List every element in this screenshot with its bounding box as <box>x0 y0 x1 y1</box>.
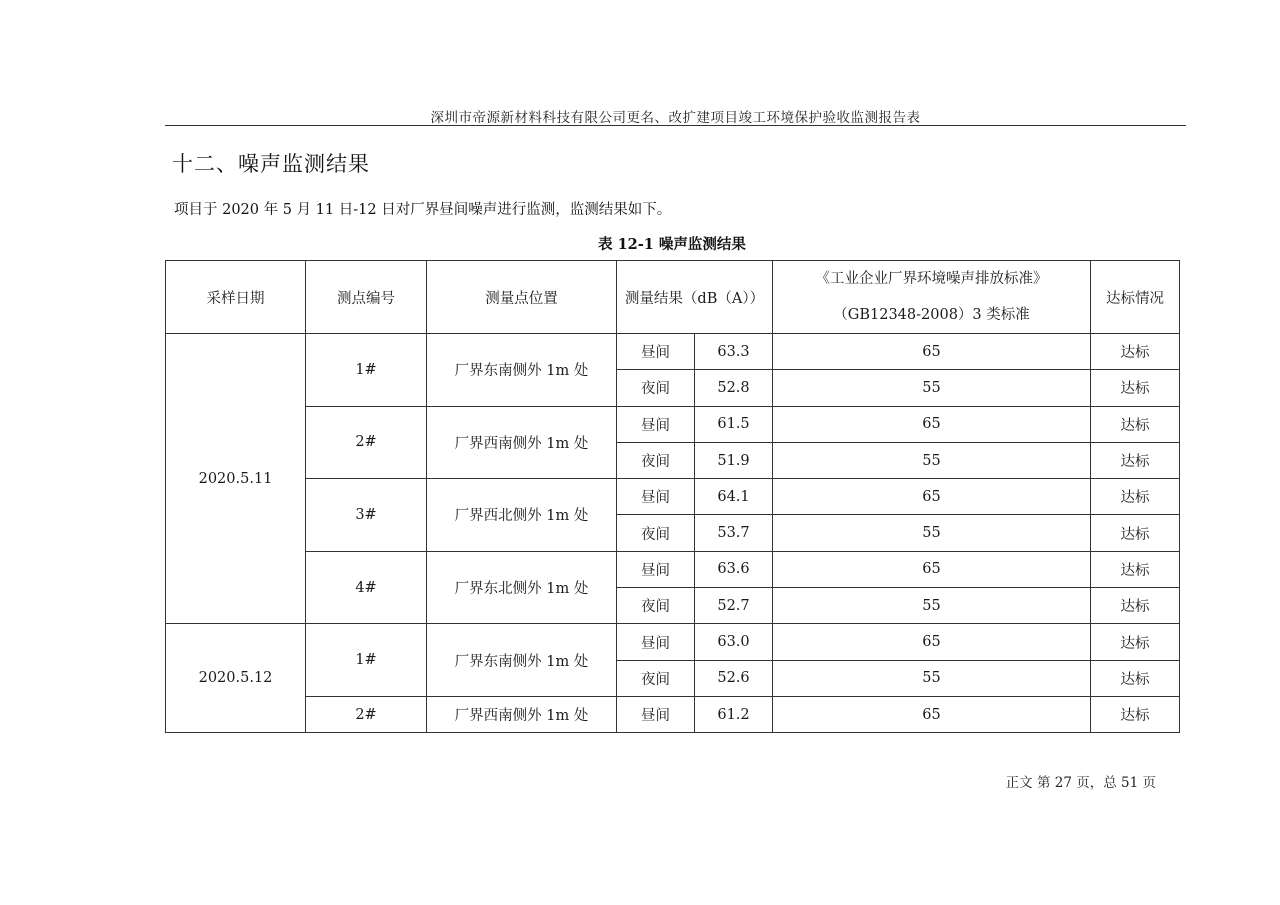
period-cell: 夜间 <box>617 588 695 624</box>
period-cell: 昼间 <box>617 624 695 660</box>
standard-cell: 55 <box>773 370 1091 406</box>
point-no-cell: 3# <box>306 479 427 552</box>
col-header-point-no: 测点编号 <box>306 261 427 334</box>
value-cell: 52.7 <box>695 588 773 624</box>
location-cell: 厂界东北侧外 1m 处 <box>427 551 617 624</box>
value-cell: 63.0 <box>695 624 773 660</box>
standard-cell: 65 <box>773 624 1091 660</box>
point-no-cell: 1# <box>306 624 427 697</box>
standard-cell: 55 <box>773 442 1091 478</box>
period-cell: 昼间 <box>617 334 695 370</box>
table-row <box>166 479 1180 515</box>
section-heading: 十二、噪声监测结果 <box>172 152 370 176</box>
col-header-compliance: 达标情况 <box>1091 261 1180 334</box>
period-cell: 夜间 <box>617 660 695 696</box>
col-header-result: 测量结果（dB（A）） <box>617 261 773 334</box>
col-header-location: 测量点位置 <box>427 261 617 334</box>
header-divider <box>165 125 1186 126</box>
col-header-standard <box>773 261 1091 334</box>
period-cell: 昼间 <box>617 479 695 515</box>
table-row <box>166 624 1180 660</box>
value-cell: 61.2 <box>695 696 773 732</box>
standard-name: 《工业企业厂界环境噪声排放标准》 <box>815 271 1048 287</box>
value-cell: 61.5 <box>695 406 773 442</box>
period-cell: 夜间 <box>617 442 695 478</box>
date-cell: 2020.5.11 <box>166 334 306 624</box>
point-no-cell: 2# <box>306 696 427 732</box>
status-cell: 达标 <box>1091 660 1180 696</box>
standard-cell: 55 <box>773 660 1091 696</box>
table-row <box>166 551 1180 587</box>
period-cell: 昼间 <box>617 406 695 442</box>
location-cell: 厂界西北侧外 1m 处 <box>427 479 617 552</box>
status-cell: 达标 <box>1091 479 1180 515</box>
intro-paragraph: 项目于 2020 年 5 月 11 日-12 日对厂界昼间噪声进行监测，监测结果如下。 <box>174 202 672 218</box>
status-cell: 达标 <box>1091 334 1180 370</box>
value-cell: 63.6 <box>695 551 773 587</box>
status-cell: 达标 <box>1091 370 1180 406</box>
point-no-cell: 2# <box>306 406 427 479</box>
col-header-date: 采样日期 <box>166 261 306 334</box>
period-cell: 夜间 <box>617 370 695 406</box>
status-cell: 达标 <box>1091 406 1180 442</box>
value-cell: 63.3 <box>695 334 773 370</box>
location-cell: 厂界东南侧外 1m 处 <box>427 334 617 407</box>
date-cell: 2020.5.12 <box>166 624 306 733</box>
point-no-cell: 4# <box>306 551 427 624</box>
value-cell: 52.6 <box>695 660 773 696</box>
table-row <box>166 406 1180 442</box>
page-footer: 正文 第 27 页，总 51 页 <box>1005 775 1156 791</box>
standard-cell: 65 <box>773 551 1091 587</box>
location-cell: 厂界西南侧外 1m 处 <box>427 696 617 732</box>
status-cell: 达标 <box>1091 696 1180 732</box>
table-row <box>166 696 1180 732</box>
standard-cell: 65 <box>773 334 1091 370</box>
period-cell: 昼间 <box>617 551 695 587</box>
standard-cell: 65 <box>773 696 1091 732</box>
table-header-row <box>166 261 1180 334</box>
value-cell: 64.1 <box>695 479 773 515</box>
period-cell: 夜间 <box>617 515 695 551</box>
value-cell: 52.8 <box>695 370 773 406</box>
noise-results-table <box>165 260 1180 733</box>
standard-cell: 65 <box>773 406 1091 442</box>
status-cell: 达标 <box>1091 551 1180 587</box>
table-row <box>166 334 1180 370</box>
standard-cell: 55 <box>773 588 1091 624</box>
period-cell: 昼间 <box>617 696 695 732</box>
status-cell: 达标 <box>1091 624 1180 660</box>
location-cell: 厂界东南侧外 1m 处 <box>427 624 617 697</box>
status-cell: 达标 <box>1091 515 1180 551</box>
value-cell: 53.7 <box>695 515 773 551</box>
standard-cell: 65 <box>773 479 1091 515</box>
report-header-title: 深圳市帝源新材料科技有限公司更名、改扩建项目竣工环境保护验收监测报告表 <box>430 110 921 126</box>
standard-code: （GB12348-2008）3 类标准 <box>833 307 1030 323</box>
location-cell: 厂界西南侧外 1m 处 <box>427 406 617 479</box>
status-cell: 达标 <box>1091 442 1180 478</box>
value-cell: 51.9 <box>695 442 773 478</box>
status-cell: 达标 <box>1091 588 1180 624</box>
point-no-cell: 1# <box>306 334 427 407</box>
standard-cell: 55 <box>773 515 1091 551</box>
table-caption: 表 12-1 噪声监测结果 <box>598 236 746 253</box>
